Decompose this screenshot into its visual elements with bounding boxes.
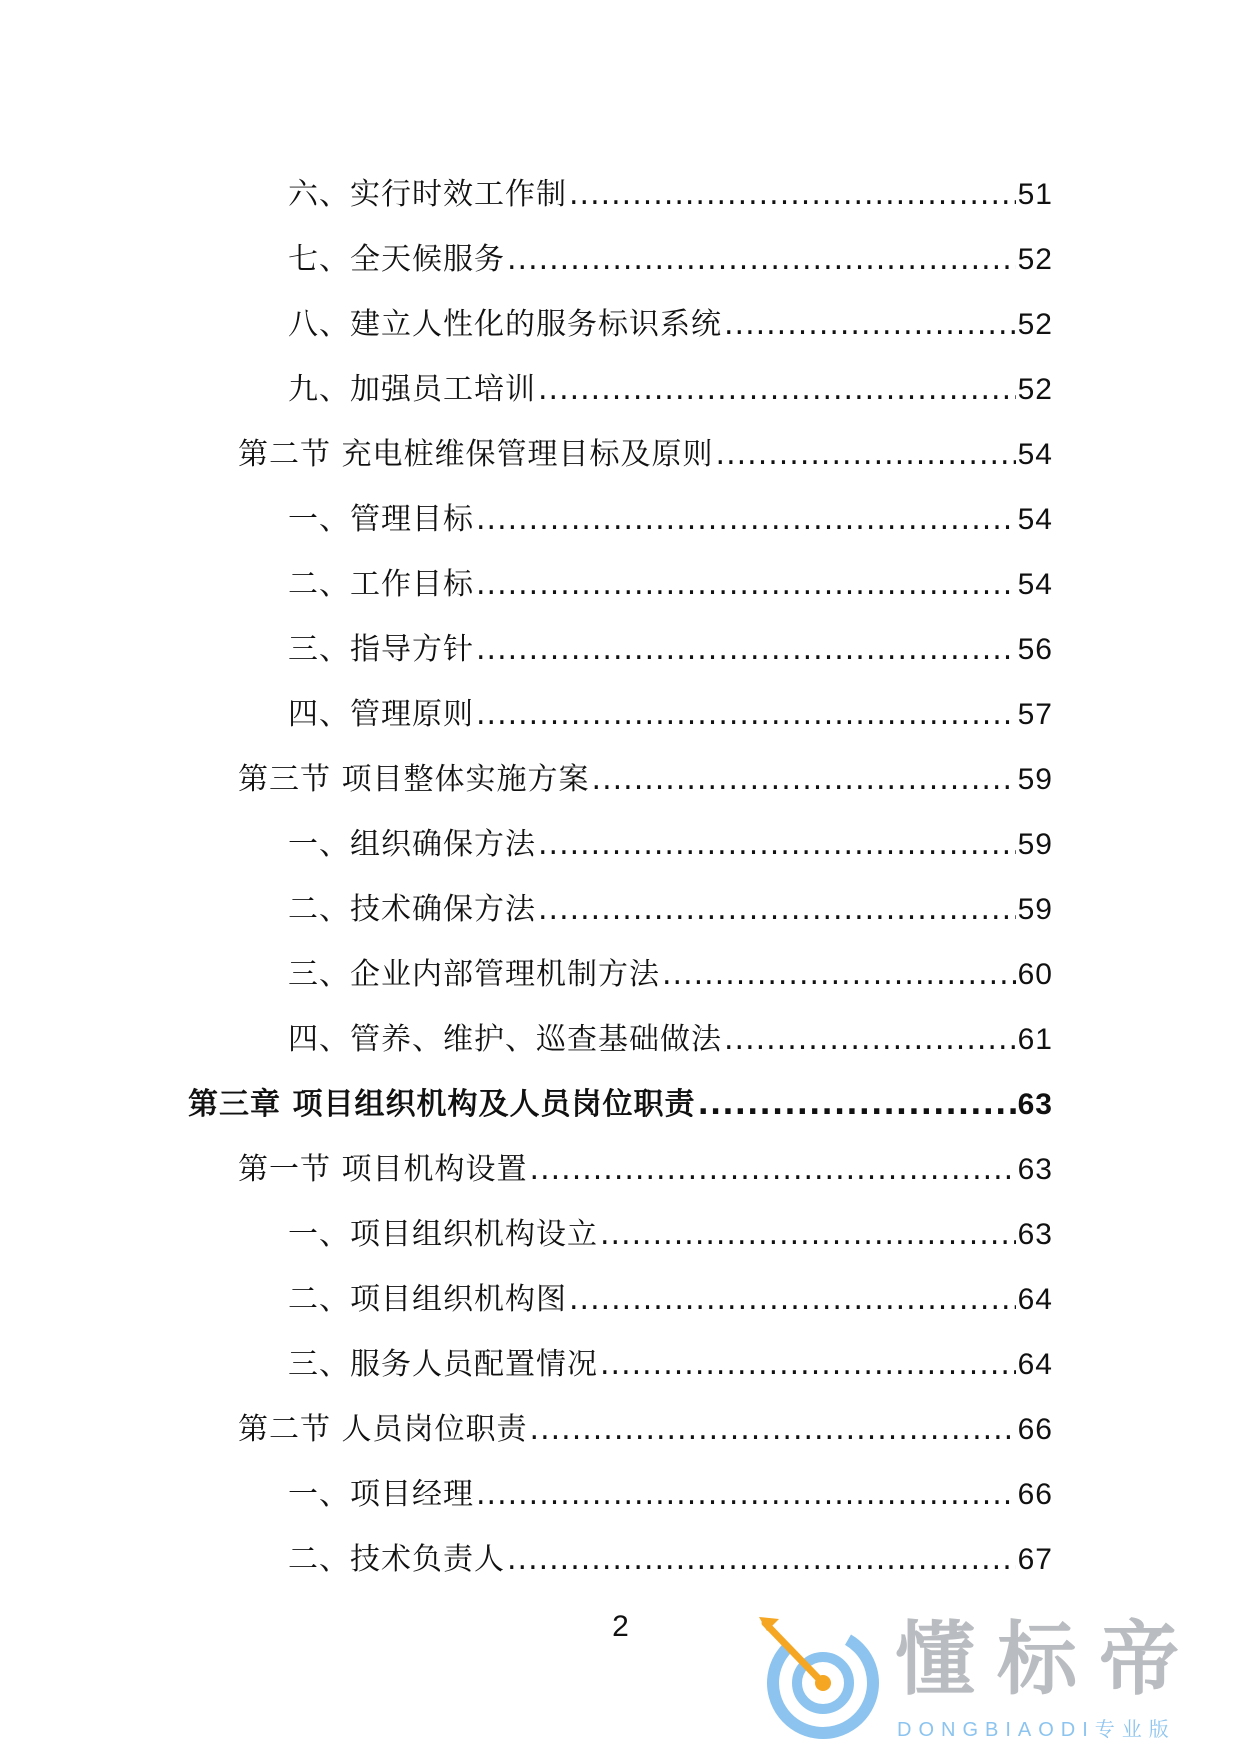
toc-entry-page: 67 [1017,1543,1053,1576]
toc-leader-dots [569,1282,1016,1318]
toc-entry-title: 一、项目组织机构设立 [288,1217,598,1252]
toc-entry[interactable] [0,615,1241,680]
toc-section-entry[interactable] [0,1395,1241,1460]
target-logo-icon [745,1595,885,1745]
toc-leader-dots [697,1087,1015,1123]
toc-entry-page: 64 [1017,1348,1053,1381]
toc-entry-title: 第三章 项目组织机构及人员岗位职责 [188,1087,696,1122]
toc-entry-title: 一、组织确保方法 [288,827,536,862]
toc-leader-dots [716,437,1016,473]
toc-entry[interactable] [0,1460,1241,1525]
toc-entry-page: 54 [1017,568,1053,601]
toc-leader-dots [507,1542,1016,1578]
toc-leader-dots [476,502,1016,538]
toc-entry-title: 八、建立人性化的服务标识系统 [288,307,722,342]
toc-entry[interactable] [0,1330,1241,1395]
toc-entry[interactable] [0,485,1241,550]
page-number: 2 [612,1610,629,1643]
watermark-subtitle: DONGBIAODI专业版 [897,1719,1176,1741]
toc-entry-title: 七、全天候服务 [288,242,505,277]
toc-entry-page: 56 [1017,633,1053,666]
toc-entry[interactable] [0,160,1241,225]
toc-entry-page: 66 [1017,1478,1053,1511]
table-of-contents [0,160,1241,1590]
toc-entry[interactable] [0,1525,1241,1590]
toc-leader-dots [600,1347,1016,1383]
toc-entry-title: 三、指导方针 [288,632,474,667]
toc-leader-dots [592,762,1016,798]
watermark-title: 懂标帝 [895,1613,1201,1706]
toc-entry[interactable] [0,1005,1241,1070]
toc-entry-title: 三、服务人员配置情况 [288,1347,598,1382]
toc-section-entry[interactable] [0,420,1241,485]
toc-entry-page: 51 [1017,178,1053,211]
toc-entry-page: 54 [1017,503,1053,536]
toc-entry-page: 52 [1017,373,1053,406]
toc-entry[interactable] [0,940,1241,1005]
toc-chapter-entry[interactable] [0,1070,1241,1135]
toc-entry-page: 63 [1017,1153,1053,1186]
toc-leader-dots [538,827,1016,863]
toc-entry[interactable] [0,680,1241,745]
toc-entry-page: 52 [1017,243,1053,276]
toc-leader-dots [476,632,1016,668]
toc-entry-page: 57 [1017,698,1053,731]
toc-entry-page: 61 [1017,1023,1053,1056]
toc-entry-page: 66 [1017,1413,1053,1446]
toc-entry-page: 59 [1017,893,1053,926]
toc-entry-title: 二、项目组织机构图 [288,1282,567,1317]
toc-section-entry[interactable] [0,1135,1241,1200]
toc-entry[interactable] [0,875,1241,940]
toc-entry[interactable] [0,1200,1241,1265]
toc-entry-title: 三、企业内部管理机制方法 [288,957,660,992]
toc-entry-page: 54 [1017,438,1053,471]
toc-entry[interactable] [0,290,1241,355]
toc-entry-title: 九、加强员工培训 [288,372,536,407]
toc-entry[interactable] [0,810,1241,875]
toc-entry-page: 52 [1017,308,1053,341]
toc-leader-dots [724,1022,1016,1058]
toc-entry-title: 第二节 人员岗位职责 [238,1412,528,1447]
toc-entry-page: 59 [1017,828,1053,861]
toc-entry-title: 一、项目经理 [288,1477,474,1512]
toc-entry-title: 第一节 项目机构设置 [238,1152,528,1187]
toc-leader-dots [600,1217,1016,1253]
toc-entry[interactable] [0,225,1241,290]
toc-leader-dots [538,372,1016,408]
toc-entry-page: 63 [1017,1088,1053,1121]
toc-leader-dots [476,1477,1016,1513]
toc-leader-dots [530,1412,1016,1448]
toc-entry-title: 四、管养、维护、巡查基础做法 [288,1022,722,1057]
toc-leader-dots [724,307,1016,343]
toc-leader-dots [507,242,1016,278]
toc-entry-title: 第二节 充电桩维保管理目标及原则 [238,437,714,472]
toc-entry-title: 一、管理目标 [288,502,474,537]
toc-entry-title: 四、管理原则 [288,697,474,732]
toc-entry-page: 63 [1017,1218,1053,1251]
toc-entry-page: 59 [1017,763,1053,796]
toc-entry-page: 64 [1017,1283,1053,1316]
toc-entry-title: 二、技术负责人 [288,1542,505,1577]
toc-entry[interactable] [0,355,1241,420]
toc-entry-title: 二、技术确保方法 [288,892,536,927]
toc-leader-dots [569,177,1016,213]
toc-leader-dots [476,567,1016,603]
toc-entry[interactable] [0,1265,1241,1330]
watermark [745,1595,1215,1745]
toc-leader-dots [530,1152,1016,1188]
toc-entry-title: 六、实行时效工作制 [288,177,567,212]
toc-leader-dots [662,957,1016,993]
toc-entry-page: 60 [1017,958,1053,991]
toc-entry-title: 二、工作目标 [288,567,474,602]
toc-leader-dots [476,697,1016,733]
toc-entry[interactable] [0,550,1241,615]
toc-section-entry[interactable] [0,745,1241,810]
toc-entry-title: 第三节 项目整体实施方案 [238,762,590,797]
toc-leader-dots [538,892,1016,928]
